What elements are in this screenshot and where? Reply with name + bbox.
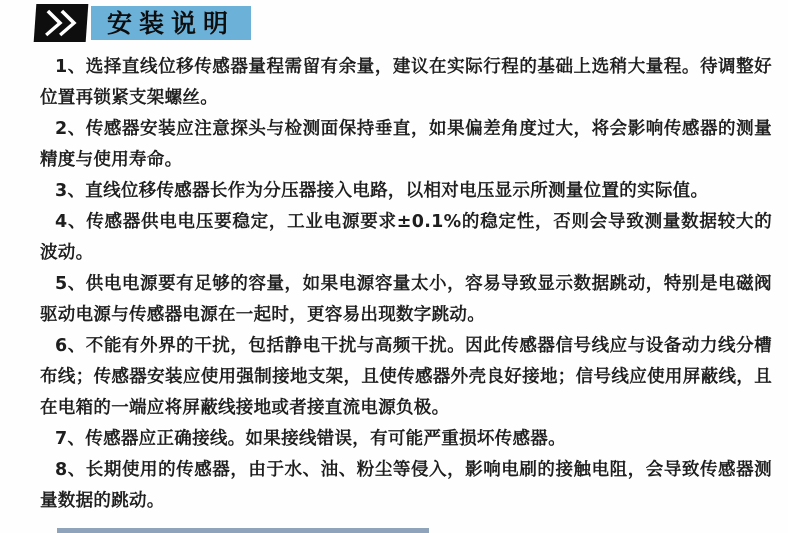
title-highlight: [91, 6, 251, 40]
double-chevron-right-icon: [34, 4, 89, 42]
section-header: [35, 4, 251, 42]
instruction-item-5: 5、供电电源要有足够的容量，如果电源容量太小，容易导致显示数据跳动，特别是电磁阀驱动电源与传感器电源在一起时，更容易出现数字跳动。: [40, 274, 772, 325]
instruction-item-6: 6、不能有外界的干扰，包括静电干扰与高频干扰。因此传感器信号线应与设备动力线分槽布线；传感器安装应使用强制接地支架，且使传感器外壳良好接地；信号线应使用屏蔽线，且在电箱的一端应将屏蔽线接地或者接直流电源负极。: [40, 336, 772, 418]
instruction-item-2: 2、传感器安装应注意探头与检测面保持垂直，如果偏差角度过大，将会影响传感器的测量精度与使用寿命。: [40, 119, 772, 170]
instruction-item-1: 1、选择直线位移传感器量程需留有余量，建议在实际行程的基础上选稍大量程。待调整好位置再锁紧支架螺丝。: [40, 57, 772, 108]
instruction-item-4: 4、传感器供电电压要稳定，工业电源要求±0.1%的稳定性，否则会导致测量数据较大的波动。: [40, 212, 772, 263]
instruction-item-3: 3、直线位移传感器长作为分压器接入电路，以相对电压显示所测量位置的实际值。: [55, 181, 709, 201]
instruction-item-7: 7、传感器应正确接线。如果接线错误，有可能严重损坏传感器。: [55, 429, 566, 449]
instruction-item-8: 8、长期使用的传感器，由于水、油、粉尘等侵入，影响电刷的接触电阻，会导致传感器测量数据的跳动。: [40, 460, 772, 511]
instruction-list: [0, 52, 788, 517]
footer-divider-bar: [57, 528, 429, 533]
page-title: 安装说明: [107, 8, 236, 38]
